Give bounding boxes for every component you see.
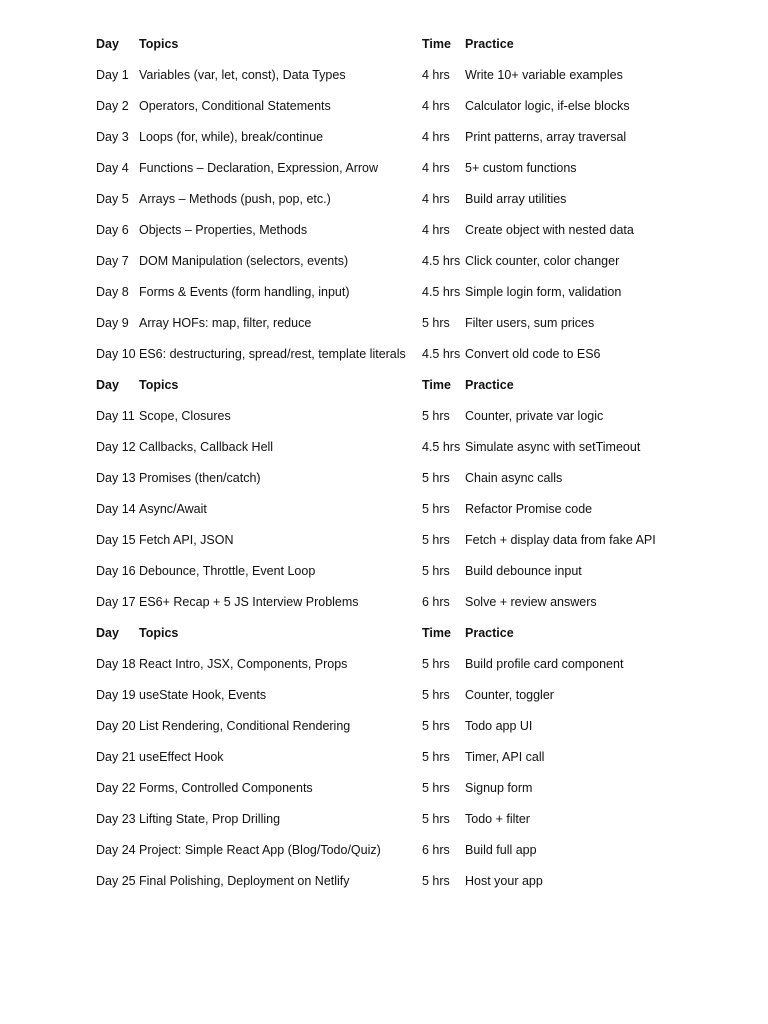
table-row: [96, 463, 725, 494]
table-row: [96, 587, 725, 618]
time-cell: 5 hrs: [422, 750, 450, 765]
table-row: [96, 432, 725, 463]
header-topics: Topics: [139, 378, 179, 393]
day-cell: Day 17: [96, 595, 136, 610]
day-cell: Day 23: [96, 812, 136, 827]
time-cell: 4 hrs: [422, 68, 450, 83]
topic-cell: Debounce, Throttle, Event Loop: [139, 564, 316, 579]
day-cell: Day 16: [96, 564, 136, 579]
topic-cell: Forms & Events (form handling, input): [139, 285, 350, 300]
topic-cell: Lifting State, Prop Drilling: [139, 812, 281, 827]
time-cell: 6 hrs: [422, 843, 450, 858]
day-cell: Day 24: [96, 843, 136, 858]
study-plan-table-body: [96, 29, 725, 897]
practice-cell: Counter, toggler: [465, 688, 554, 703]
time-cell: 5 hrs: [422, 316, 450, 331]
time-cell: 5 hrs: [422, 688, 450, 703]
day-cell: Day 5: [96, 192, 129, 207]
time-cell: 4.5 hrs: [422, 285, 461, 300]
table-row: [96, 773, 725, 804]
topic-cell: Forms, Controlled Components: [139, 781, 313, 796]
topic-cell: React Intro, JSX, Components, Props: [139, 657, 348, 672]
practice-cell: Convert old code to ES6: [465, 347, 601, 362]
table-row: [96, 680, 725, 711]
table-row: [96, 246, 725, 277]
day-cell: Day 25: [96, 874, 136, 889]
day-cell: Day 10: [96, 347, 136, 362]
table-row: [96, 215, 725, 246]
practice-cell: Host your app: [465, 874, 543, 889]
header-topics: Topics: [139, 626, 179, 641]
topic-cell: Objects – Properties, Methods: [139, 223, 308, 238]
table-row: [96, 277, 725, 308]
time-cell: 5 hrs: [422, 533, 450, 548]
practice-cell: Counter, private var logic: [465, 409, 604, 424]
table-row: [96, 184, 725, 215]
time-cell: 4.5 hrs: [422, 347, 461, 362]
table-row: [96, 835, 725, 866]
practice-cell: Chain async calls: [465, 471, 563, 486]
table-row: [96, 339, 725, 370]
table-row: [96, 122, 725, 153]
topic-cell: Callbacks, Callback Hell: [139, 440, 274, 455]
day-cell: Day 21: [96, 750, 136, 765]
table-row: [96, 308, 725, 339]
time-cell: 4.5 hrs: [422, 254, 461, 269]
topic-cell: ES6+ Recap + 5 JS Interview Problems: [139, 595, 359, 610]
practice-cell: Todo app UI: [465, 719, 533, 734]
table-row: [96, 742, 725, 773]
time-cell: 6 hrs: [422, 595, 450, 610]
day-cell: Day 12: [96, 440, 136, 455]
day-cell: Day 7: [96, 254, 129, 269]
day-cell: Day 20: [96, 719, 136, 734]
practice-cell: Signup form: [465, 781, 533, 796]
topic-cell: ES6: destructuring, spread/rest, template literals: [139, 347, 406, 362]
practice-cell: Click counter, color changer: [465, 254, 620, 269]
day-cell: Day 2: [96, 99, 129, 114]
time-cell: 4 hrs: [422, 130, 450, 145]
time-cell: 4 hrs: [422, 223, 450, 238]
topic-cell: Project: Simple React App (Blog/Todo/Quiz): [139, 843, 381, 858]
time-cell: 5 hrs: [422, 657, 450, 672]
table-row: [96, 60, 725, 91]
time-cell: 5 hrs: [422, 812, 450, 827]
table-row: [96, 525, 725, 556]
day-cell: Day 8: [96, 285, 129, 300]
topic-cell: useState Hook, Events: [139, 688, 267, 703]
practice-cell: Fetch + display data from fake API: [465, 533, 656, 548]
day-cell: Day 1: [96, 68, 129, 83]
practice-cell: Create object with nested data: [465, 223, 634, 238]
practice-cell: Write 10+ variable examples: [465, 68, 623, 83]
day-cell: Day 3: [96, 130, 129, 145]
day-cell: Day 13: [96, 471, 136, 486]
time-cell: 5 hrs: [422, 564, 450, 579]
header-practice: Practice: [465, 378, 514, 393]
header-day: Day: [96, 378, 119, 393]
header-time: Time: [422, 37, 451, 52]
topic-cell: Arrays – Methods (push, pop, etc.): [139, 192, 331, 207]
time-cell: 5 hrs: [422, 781, 450, 796]
practice-cell: Build full app: [465, 843, 537, 858]
time-cell: 4.5 hrs: [422, 440, 461, 455]
table-row: [96, 494, 725, 525]
day-cell: Day 4: [96, 161, 129, 176]
time-cell: 5 hrs: [422, 409, 450, 424]
table-row: [96, 649, 725, 680]
day-cell: Day 18: [96, 657, 136, 672]
topic-cell: Promises (then/catch): [139, 471, 261, 486]
topic-cell: Final Polishing, Deployment on Netlify: [139, 874, 350, 889]
time-cell: 5 hrs: [422, 471, 450, 486]
practice-cell: Solve + review answers: [465, 595, 597, 610]
topic-cell: Async/Await: [139, 502, 207, 517]
header-row: [96, 29, 725, 60]
topic-cell: List Rendering, Conditional Rendering: [139, 719, 351, 734]
header-time: Time: [422, 378, 451, 393]
table-row: [96, 711, 725, 742]
day-cell: Day 14: [96, 502, 136, 517]
practice-cell: 5+ custom functions: [465, 161, 577, 176]
header-day: Day: [96, 626, 119, 641]
time-cell: 4 hrs: [422, 99, 450, 114]
header-practice: Practice: [465, 37, 514, 52]
topic-cell: Variables (var, let, const), Data Types: [139, 68, 346, 83]
table-row: [96, 91, 725, 122]
practice-cell: Simulate async with setTimeout: [465, 440, 641, 455]
header-row: [96, 618, 725, 649]
topic-cell: Operators, Conditional Statements: [139, 99, 331, 114]
topic-cell: DOM Manipulation (selectors, events): [139, 254, 349, 269]
table-row: [96, 401, 725, 432]
table-row: [96, 866, 725, 897]
study-plan-table: [96, 29, 725, 897]
day-cell: Day 22: [96, 781, 136, 796]
study-plan-document: [96, 29, 736, 897]
practice-cell: Build debounce input: [465, 564, 582, 579]
header-time: Time: [422, 626, 451, 641]
day-cell: Day 15: [96, 533, 136, 548]
practice-cell: Build array utilities: [465, 192, 567, 207]
practice-cell: Refactor Promise code: [465, 502, 593, 517]
day-cell: Day 19: [96, 688, 136, 703]
table-row: [96, 153, 725, 184]
time-cell: 4 hrs: [422, 161, 450, 176]
header-day: Day: [96, 37, 119, 52]
table-row: [96, 556, 725, 587]
practice-cell: Print patterns, array traversal: [465, 130, 627, 145]
header-practice: Practice: [465, 626, 514, 641]
time-cell: 5 hrs: [422, 502, 450, 517]
time-cell: 5 hrs: [422, 719, 450, 734]
table-row: [96, 804, 725, 835]
practice-cell: Todo + filter: [465, 812, 530, 827]
practice-cell: Build profile card component: [465, 657, 624, 672]
topic-cell: Array HOFs: map, filter, reduce: [139, 316, 312, 331]
practice-cell: Timer, API call: [465, 750, 545, 765]
header-topics: Topics: [139, 37, 179, 52]
practice-cell: Filter users, sum prices: [465, 316, 595, 331]
topic-cell: Functions – Declaration, Expression, Arrow: [139, 161, 378, 176]
day-cell: Day 6: [96, 223, 129, 238]
practice-cell: Calculator logic, if-else blocks: [465, 99, 630, 114]
topic-cell: Fetch API, JSON: [139, 533, 234, 548]
practice-cell: Simple login form, validation: [465, 285, 622, 300]
day-cell: Day 9: [96, 316, 129, 331]
topic-cell: Scope, Closures: [139, 409, 231, 424]
topic-cell: Loops (for, while), break/continue: [139, 130, 324, 145]
time-cell: 4 hrs: [422, 192, 450, 207]
time-cell: 5 hrs: [422, 874, 450, 889]
day-cell: Day 11: [96, 409, 135, 424]
topic-cell: useEffect Hook: [139, 750, 224, 765]
header-row: [96, 370, 725, 401]
